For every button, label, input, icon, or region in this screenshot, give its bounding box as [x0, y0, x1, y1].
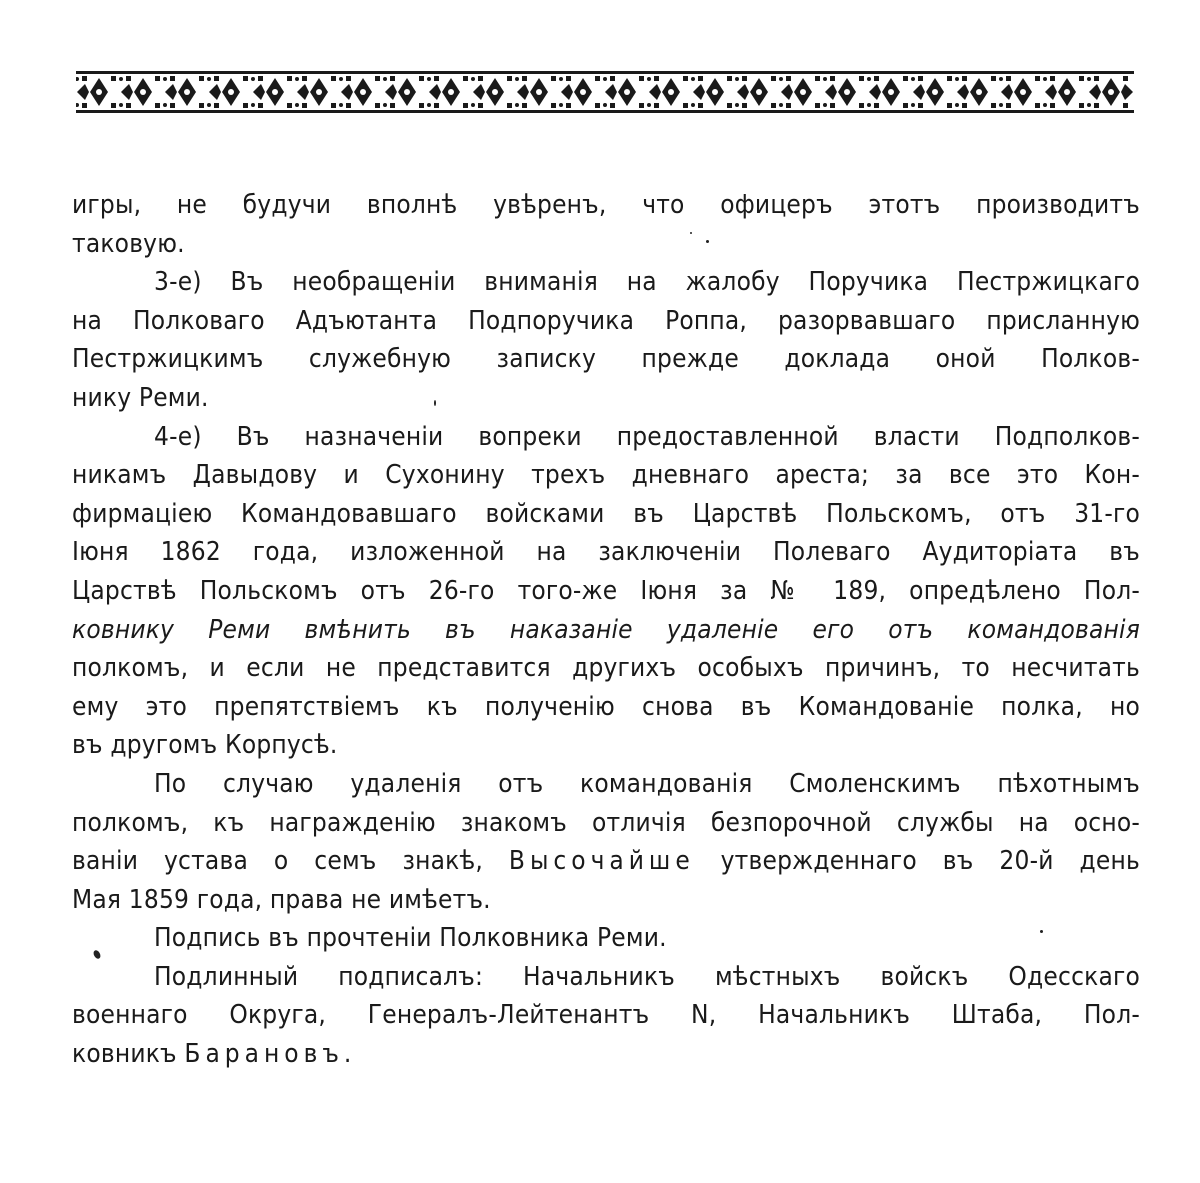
ornament-motif [559, 76, 600, 108]
emphasized-name: Барановъ [184, 1039, 344, 1070]
ornament-motif [427, 76, 468, 108]
text-segment: . [343, 1039, 352, 1070]
ornament-motif [823, 76, 864, 108]
ornament-motif [515, 76, 556, 108]
text-line: нику Реми. [72, 382, 209, 413]
text-line: таковую. [72, 228, 185, 259]
scan-speck [434, 400, 436, 406]
text-segment: ванiи устава о семъ знакѣ, [72, 846, 509, 877]
ornament-pattern [76, 70, 1134, 114]
text-line: на Полковаго Адъютанта Подпоручика Роппа, разорвавшаго присланную [72, 305, 1140, 336]
text-line: 4-е) Въ назначенiи вопреки предоставленной власти Подполков- [154, 421, 1140, 452]
text-line: военнаго Округа, Генералъ-Лейтенантъ N, Начальникъ Штаба, Пол- [72, 1000, 1140, 1031]
text-line: полкомъ, къ награжденiю знакомъ отличiя безпорочной службы на осно- [72, 807, 1140, 838]
text-line: въ другомъ Корпусѣ. [72, 730, 338, 761]
ornament-motif [163, 76, 204, 108]
ornament-motif [76, 76, 116, 108]
text-line-italic: ковнику Реми вмѣнить въ наказанiе удаленiе его отъ командованiя [72, 614, 1140, 645]
scan-speck [1040, 930, 1043, 933]
text-line [72, 1035, 1140, 1074]
ornament-motif [867, 76, 908, 108]
ornament-motif [911, 76, 952, 108]
text-line: Мая 1859 года, права не имѣетъ. [72, 884, 491, 915]
document-body [72, 186, 1140, 1074]
text-segment: утвержденнаго въ 20-й день [694, 846, 1140, 877]
ornament-motif [691, 76, 732, 108]
text-line: 3-е) Въ необращенiи вниманiя на жалобу Поручика Пестржицкаго [154, 267, 1140, 298]
scan-speck [690, 232, 692, 234]
text-line: Пестржицкимъ служебную записку прежде доклада оной Полков- [72, 344, 1140, 375]
ornament-motif [207, 76, 248, 108]
emphasized-word: Высочайше [508, 846, 695, 877]
ornament-motif [955, 76, 996, 108]
decorative-border-ornament [76, 70, 1134, 114]
text-line: По случаю удаленiя отъ командованiя Смоленскимъ пѣхотнымъ [154, 768, 1140, 799]
text-line: Царствѣ Польскомъ отъ 26-го того-же Iюня за № 189, опредѣлено Пол- [72, 575, 1140, 606]
ornament-motif [603, 76, 644, 108]
text-line: никамъ Давыдову и Сухонину трехъ дневнаго ареста; за все это Кон- [72, 460, 1140, 491]
ornament-motif [119, 76, 160, 108]
ornament-motif [647, 76, 688, 108]
text-line: ему это препятствiемъ къ полученiю снова въ Командованiе полка, но [72, 691, 1140, 722]
text-line [72, 842, 1140, 881]
text-line: фирмацiею Командовавшаго войсками въ Царствѣ Польскомъ, отъ 31-го [72, 498, 1140, 529]
text-segment: ковникъ [72, 1039, 185, 1070]
ornament-motif [999, 76, 1040, 108]
ornament-motif [251, 76, 292, 108]
ornament-motif [1043, 76, 1084, 108]
text-line: Подлинный подписалъ: Начальникъ мѣстныхъ войскъ Одесскаго [154, 961, 1140, 992]
scan-speck [706, 240, 709, 243]
ornament-motif [779, 76, 820, 108]
ornament-motif [383, 76, 424, 108]
ornament-motif [339, 76, 380, 108]
ornament-motif [735, 76, 776, 108]
text-line: игры, не будучи вполнѣ увѣренъ, что офицеръ этотъ производитъ [72, 190, 1140, 220]
text-line: Подпись въ прочтенiи Полковника Реми. [154, 923, 667, 954]
text-line: полкомъ, и если не представится другихъ особыхъ причинъ, то несчитать [72, 653, 1140, 684]
text-line: Iюня 1862 года, изложенной на заключенiи Полеваго Аудиторiата въ [72, 537, 1140, 568]
ornament-motif [295, 76, 336, 108]
ornament-motif [471, 76, 512, 108]
